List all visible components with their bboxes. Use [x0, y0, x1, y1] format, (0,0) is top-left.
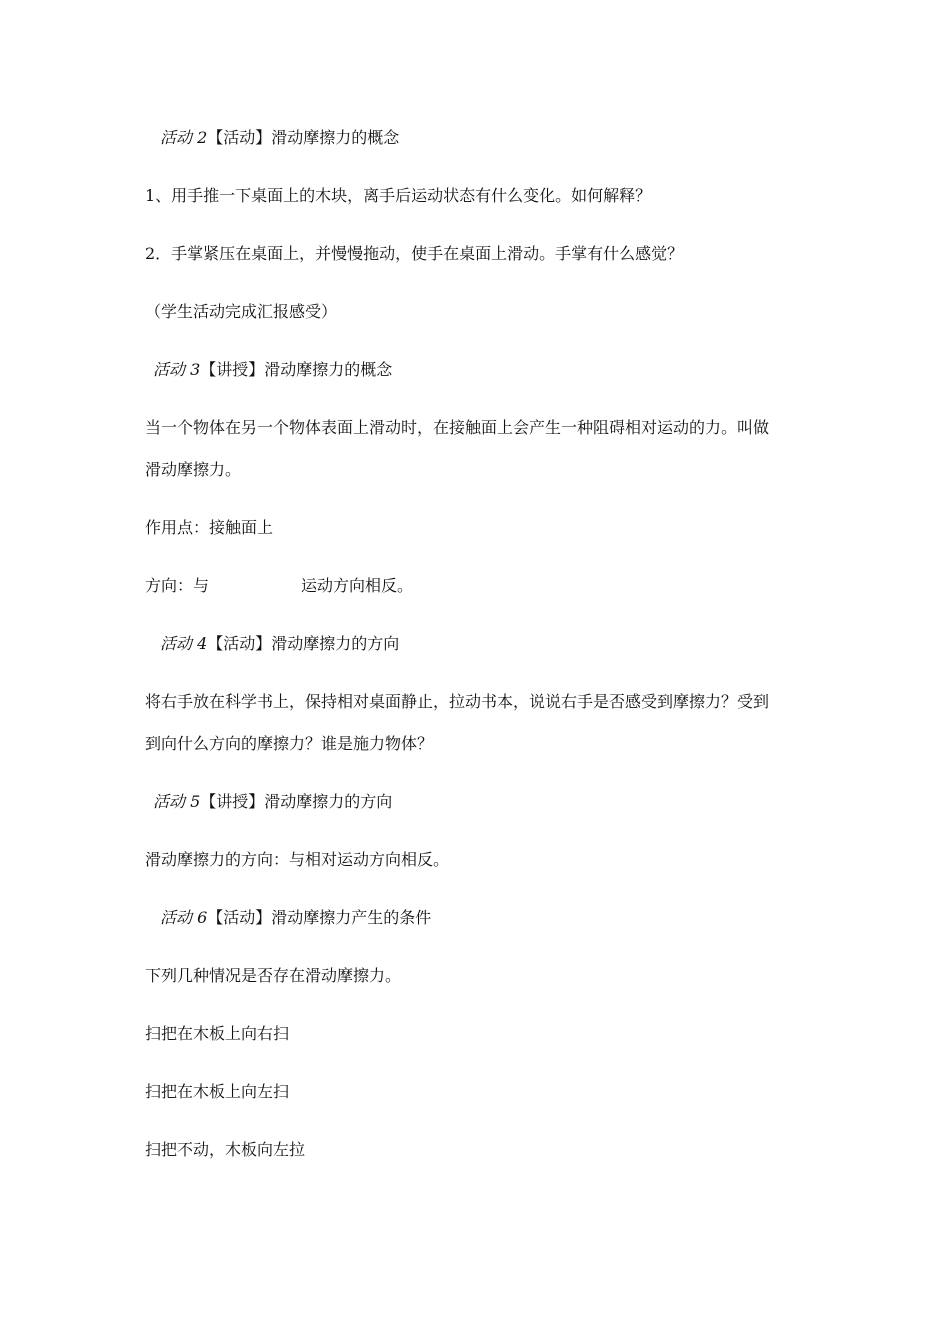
- paragraph-hand-on-book-line-1: 将右手放在科学书上，保持相对桌面静止，拉动书本，说说右手是否感受到摩擦力？受到: [145, 692, 770, 711]
- paragraph-cases-intro: 下列几种情况是否存在滑动摩擦力。: [145, 966, 402, 985]
- activity-5-label: 活动 5: [153, 792, 201, 811]
- paragraph-student-report: （学生活动完成汇报感受）: [145, 302, 338, 321]
- activity-6-tag: 【活动】: [207, 908, 272, 927]
- activity-6-heading: [160, 908, 830, 928]
- activity-5-tag: 【讲授】: [200, 792, 265, 811]
- activity-5-heading: [153, 792, 823, 812]
- paragraph-hand-on-book-line-2: 到向什么方向的摩擦力？谁是施力物体？: [145, 734, 434, 753]
- activity-3-heading: [153, 360, 823, 380]
- direction-before-blank: 方向：与: [145, 576, 210, 595]
- activity-2-heading: [160, 128, 830, 148]
- activity-4-heading: [160, 634, 830, 654]
- activity-3-tag: 【讲授】: [200, 360, 265, 379]
- paragraph-direction-blank: [145, 576, 815, 596]
- case-broom-left: 扫把在木板上向左扫: [145, 1082, 290, 1101]
- activity-4-title: 滑动摩擦力的方向: [271, 634, 400, 653]
- activity-3-title: 滑动摩擦力的概念: [264, 360, 393, 379]
- paragraph-palm-press: 2．手掌紧压在桌面上，并慢慢拖动，使手在桌面上滑动。手掌有什么感觉？: [145, 244, 684, 263]
- paragraph-definition-line-2: 滑动摩擦力。: [145, 460, 242, 479]
- activity-6-title: 滑动摩擦力产生的条件: [271, 908, 432, 927]
- paragraph-friction-direction: 滑动摩擦力的方向：与相对运动方向相反。: [145, 850, 450, 869]
- activity-4-label: 活动 4: [160, 634, 208, 653]
- paragraph-definition-line-1: 当一个物体在另一个物体表面上滑动时，在接触面上会产生一种阻碍相对运动的力。叫做: [145, 418, 770, 437]
- direction-after-blank: 运动方向相反。: [301, 576, 414, 595]
- activity-2-title: 滑动摩擦力的概念: [271, 128, 400, 147]
- paragraph-push-block: 1、用手推一下桌面上的木块，离手后运动状态有什么变化。如何解释？: [145, 186, 652, 205]
- activity-6-label: 活动 6: [160, 908, 208, 927]
- case-board-pulled-left: 扫把不动，木板向左拉: [145, 1140, 306, 1159]
- activity-5-title: 滑动摩擦力的方向: [264, 792, 393, 811]
- activity-4-tag: 【活动】: [207, 634, 272, 653]
- activity-3-label: 活动 3: [153, 360, 201, 379]
- case-broom-right: 扫把在木板上向右扫: [145, 1024, 290, 1043]
- activity-2-tag: 【活动】: [207, 128, 272, 147]
- activity-2-label: 活动 2: [160, 128, 208, 147]
- paragraph-point-of-action: 作用点：接触面上: [145, 518, 274, 537]
